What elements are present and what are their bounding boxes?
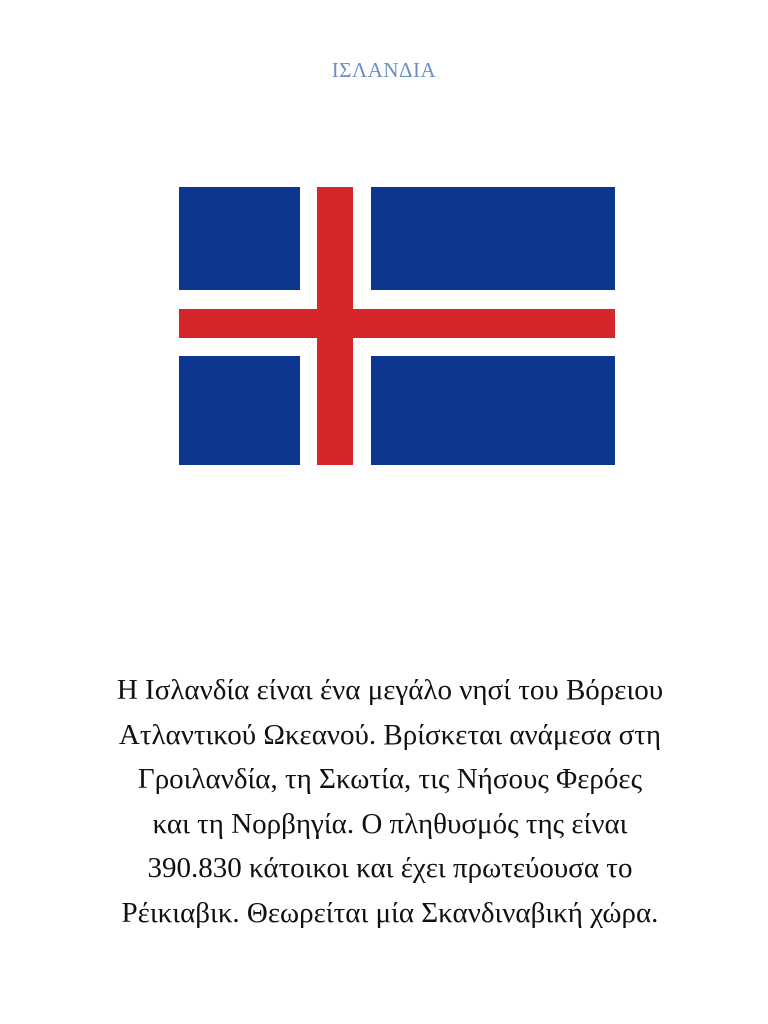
paragraph-line: Ρέικιαβικ. Θεωρείται μία Σκανδιναβική χώρα. (121, 896, 659, 929)
body-paragraph (40, 668, 740, 935)
flag-cross-horizontal (179, 309, 615, 338)
paragraph-line: Η Ισλανδία είναι ένα μεγάλο νησί του Βόρειου (116, 674, 664, 706)
paragraph-line: Ατλαντικού Ωκεανού. Βρίσκεται ανάμεσα στη (118, 718, 662, 751)
paragraph-line: Γροιλανδία, τη Σκωτία, τις Νήσους Φερόες (137, 763, 643, 795)
iceland-flag-icon (179, 187, 615, 465)
paragraph-line: 390.830 κάτοικοι και έχει πρωτεύουσα το (147, 852, 633, 884)
page-title: ΙΣΛΑΝΔΙΑ (331, 58, 437, 82)
paragraph-line: και τη Νορβηγία. Ο πληθυσμός της είναι (152, 807, 628, 840)
